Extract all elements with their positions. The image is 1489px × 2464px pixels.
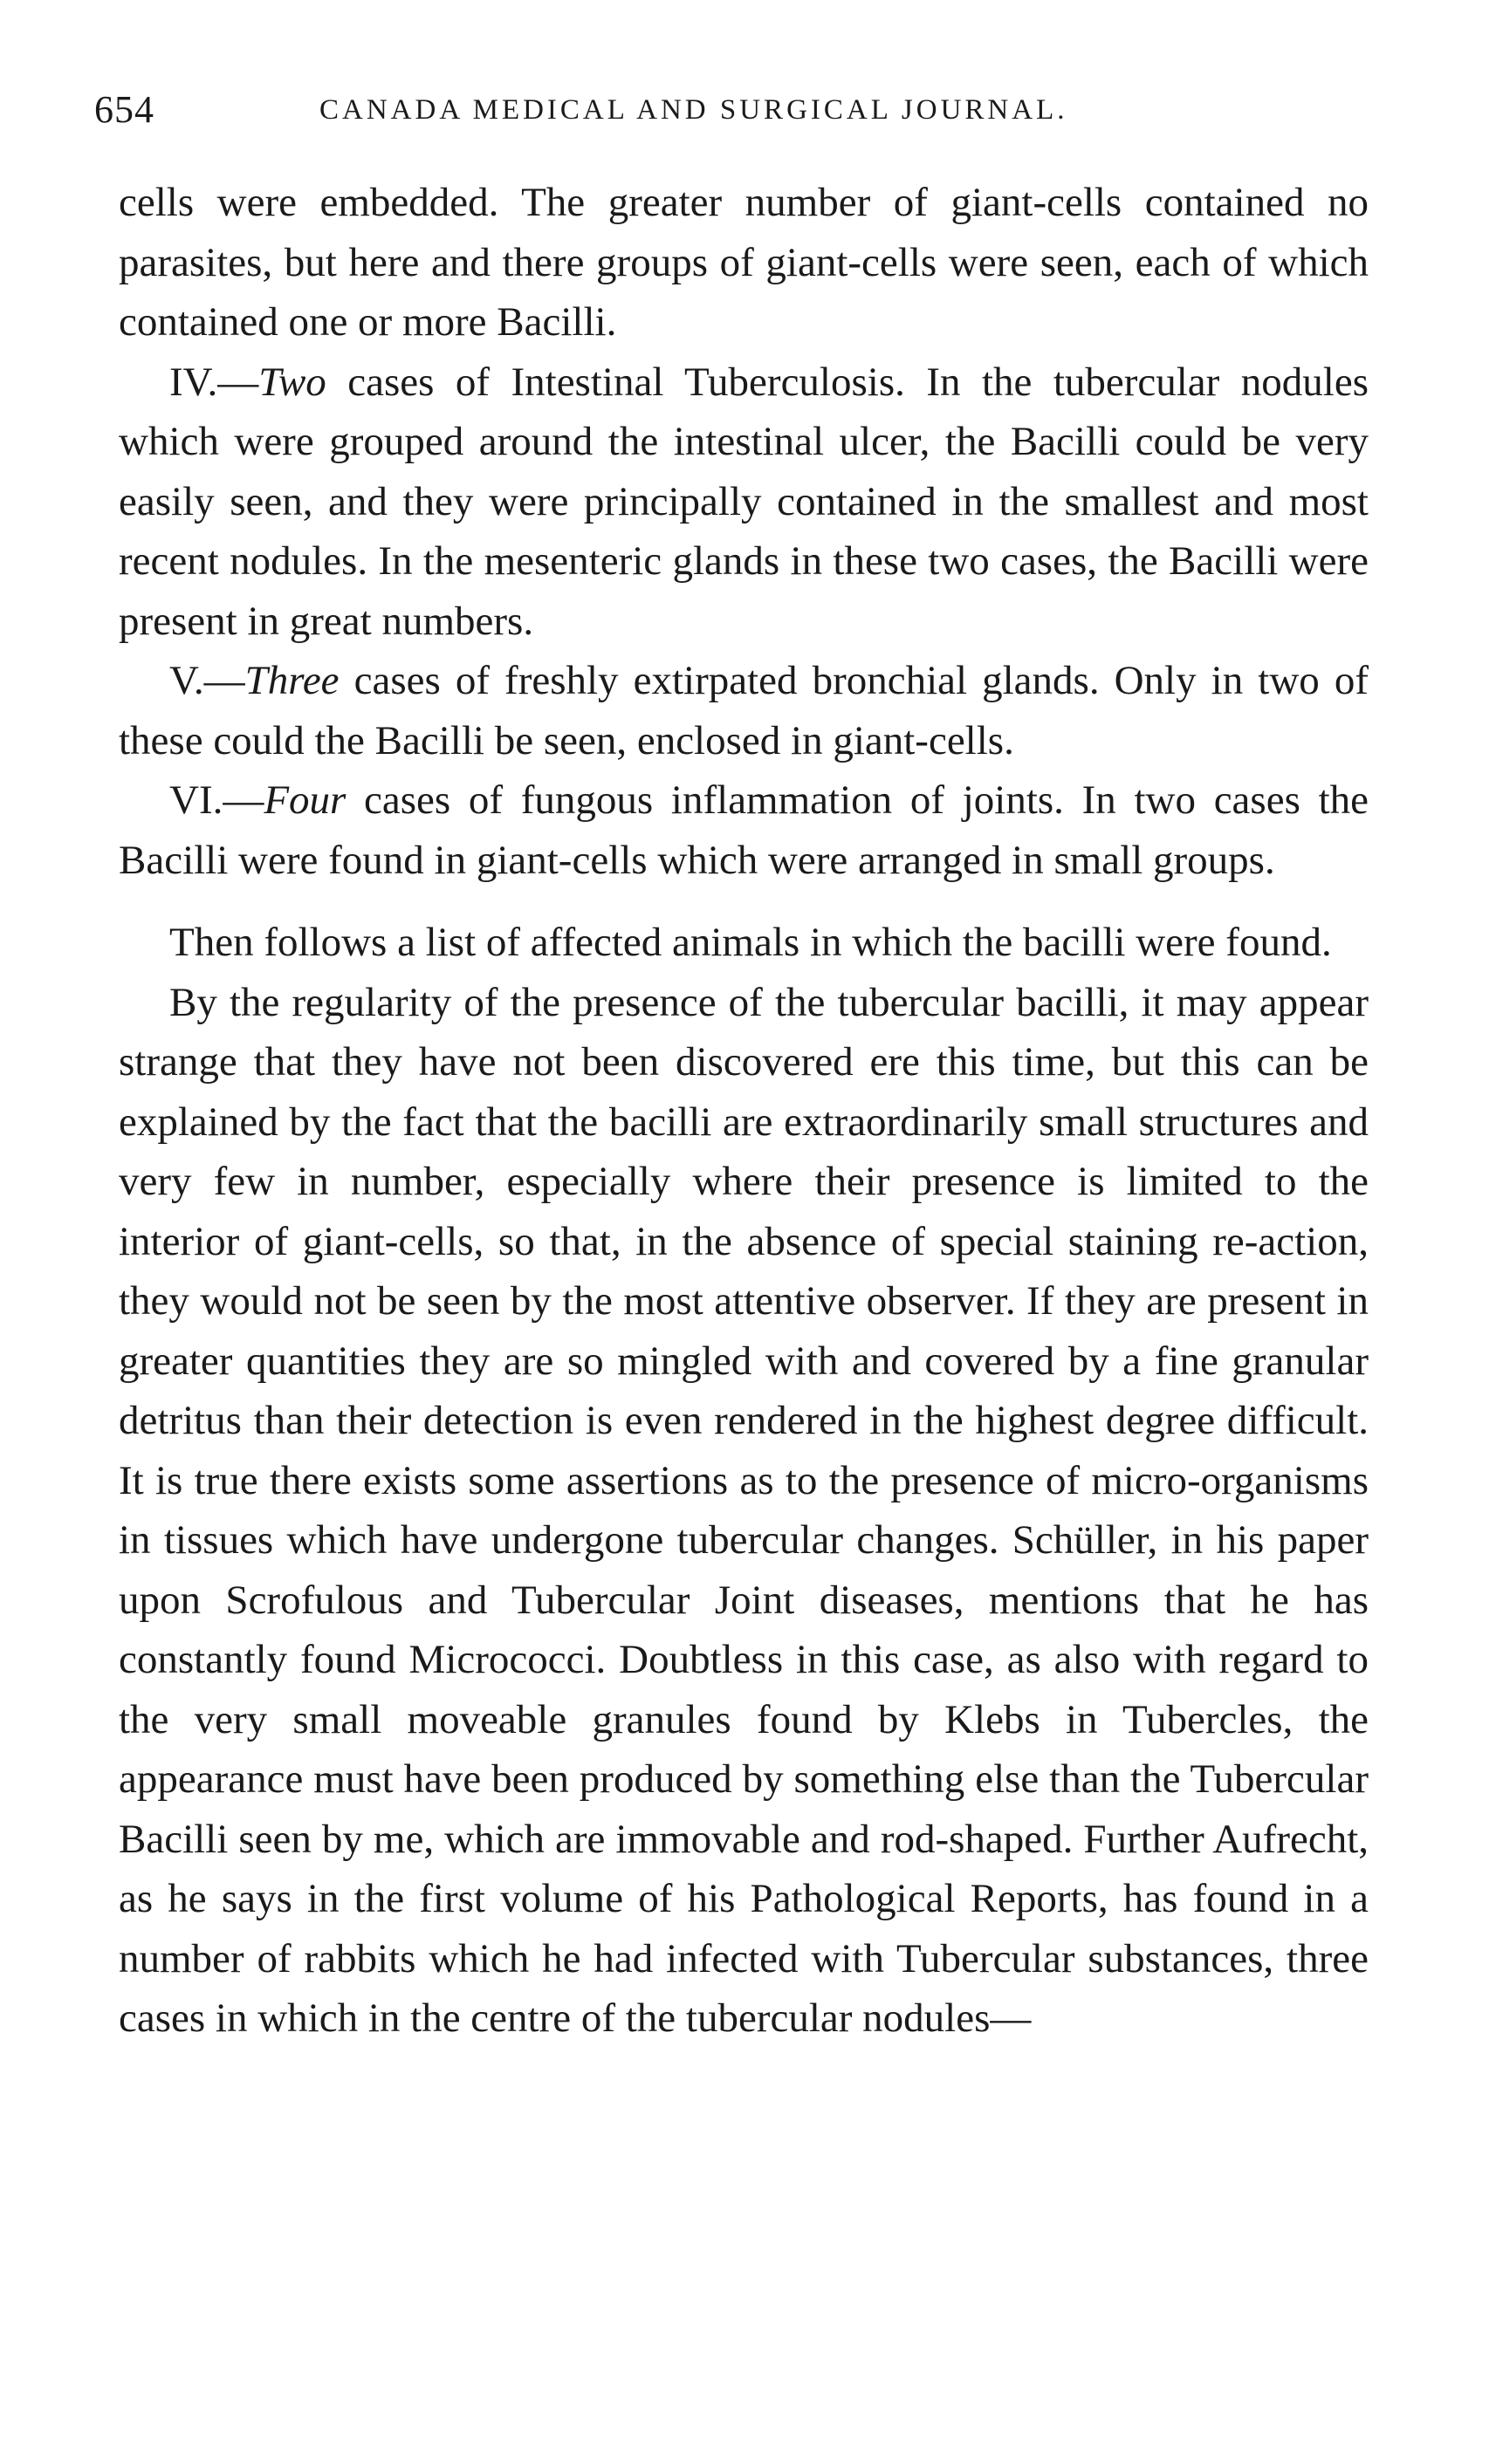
case-count: Three <box>244 658 340 703</box>
paragraph-animals <box>119 913 1369 973</box>
paragraph-case-vi <box>119 770 1369 890</box>
case-count: Two <box>258 359 326 405</box>
paragraph-discussion <box>119 973 1369 2049</box>
paragraph-case-v <box>119 651 1369 770</box>
journal-title: CANADA MEDICAL AND SURGICAL JOURNAL. <box>319 94 1068 126</box>
paragraph-text: By the regularity of the presence of the tubercular bacilli, it may appear strange that they have not been discovered ere this time, but this can be explained by the fact that the bacilli are extraordinarily small structures and very few in number, especially where their presence is limited to the interior of giant-cells, so that, in the absence of special staining re-action, they would not be seen by the most attentive observer. If they are present in greater quantities they are so mingled with and covered by a fine granular detritus than their detection is even rendered in the highest degree difficult. It is true there exists some assertions as to the presence of micro-organisms in tissues which have undergone tubercular changes. Schüller, in his paper upon Scrofulous and Tubercular Joint diseases, mentions that he has constantly found Micrococci. Doubtless in this case, as also with regard to the very small moveable granules found by Klebs in Tubercles, the appearance must have been produced by something else than the Tubercular Bacilli seen by me, which are immovable and rod-shaped. Further Aufrecht, as he says in the first volume of his Pathological Reports, has found in a number of rabbits which he had infected with Tubercular substances, three cases in which in the centre of the tubercular nodules— <box>119 979 1369 2041</box>
case-count: Four <box>264 777 347 823</box>
page-number: 654 <box>94 88 154 131</box>
paragraph-text: cases of Intestinal Tuberculosis. In the tubercular nodules which were grouped around the intestinal ulcer, the Bacilli could be very easily seen, and they were principally contained in the smallest and most recent nodules. In the mesenteric glands in these two cases, the Bacilli were present in great numbers. <box>119 359 1369 644</box>
paragraph-text: cases of fungous inflammation of joints. In two cases the Bacilli were found in giant-cells which were arranged in small groups. <box>119 777 1369 883</box>
paragraph-text: cases of freshly extirpated bronchial glands. Only in two of these could the Bacilli be seen, enclosed in giant-cells. <box>119 658 1369 763</box>
case-numeral: V.— <box>169 658 245 703</box>
paragraph-case-iv <box>119 352 1369 652</box>
running-head <box>94 84 1395 136</box>
paragraph-text: cells were embedded. The greater number of giant-cells contained no parasites, but here and there groups of giant-cells were seen, each of which contained one or more Bacilli. <box>119 180 1369 345</box>
paragraph-text: Then follows a list of affected animals in which the bacilli were found. <box>169 920 1332 965</box>
case-numeral: IV.— <box>169 359 259 405</box>
article-body <box>119 173 1369 2049</box>
paragraph-continued <box>119 173 1369 352</box>
case-numeral: VI.— <box>169 777 264 823</box>
